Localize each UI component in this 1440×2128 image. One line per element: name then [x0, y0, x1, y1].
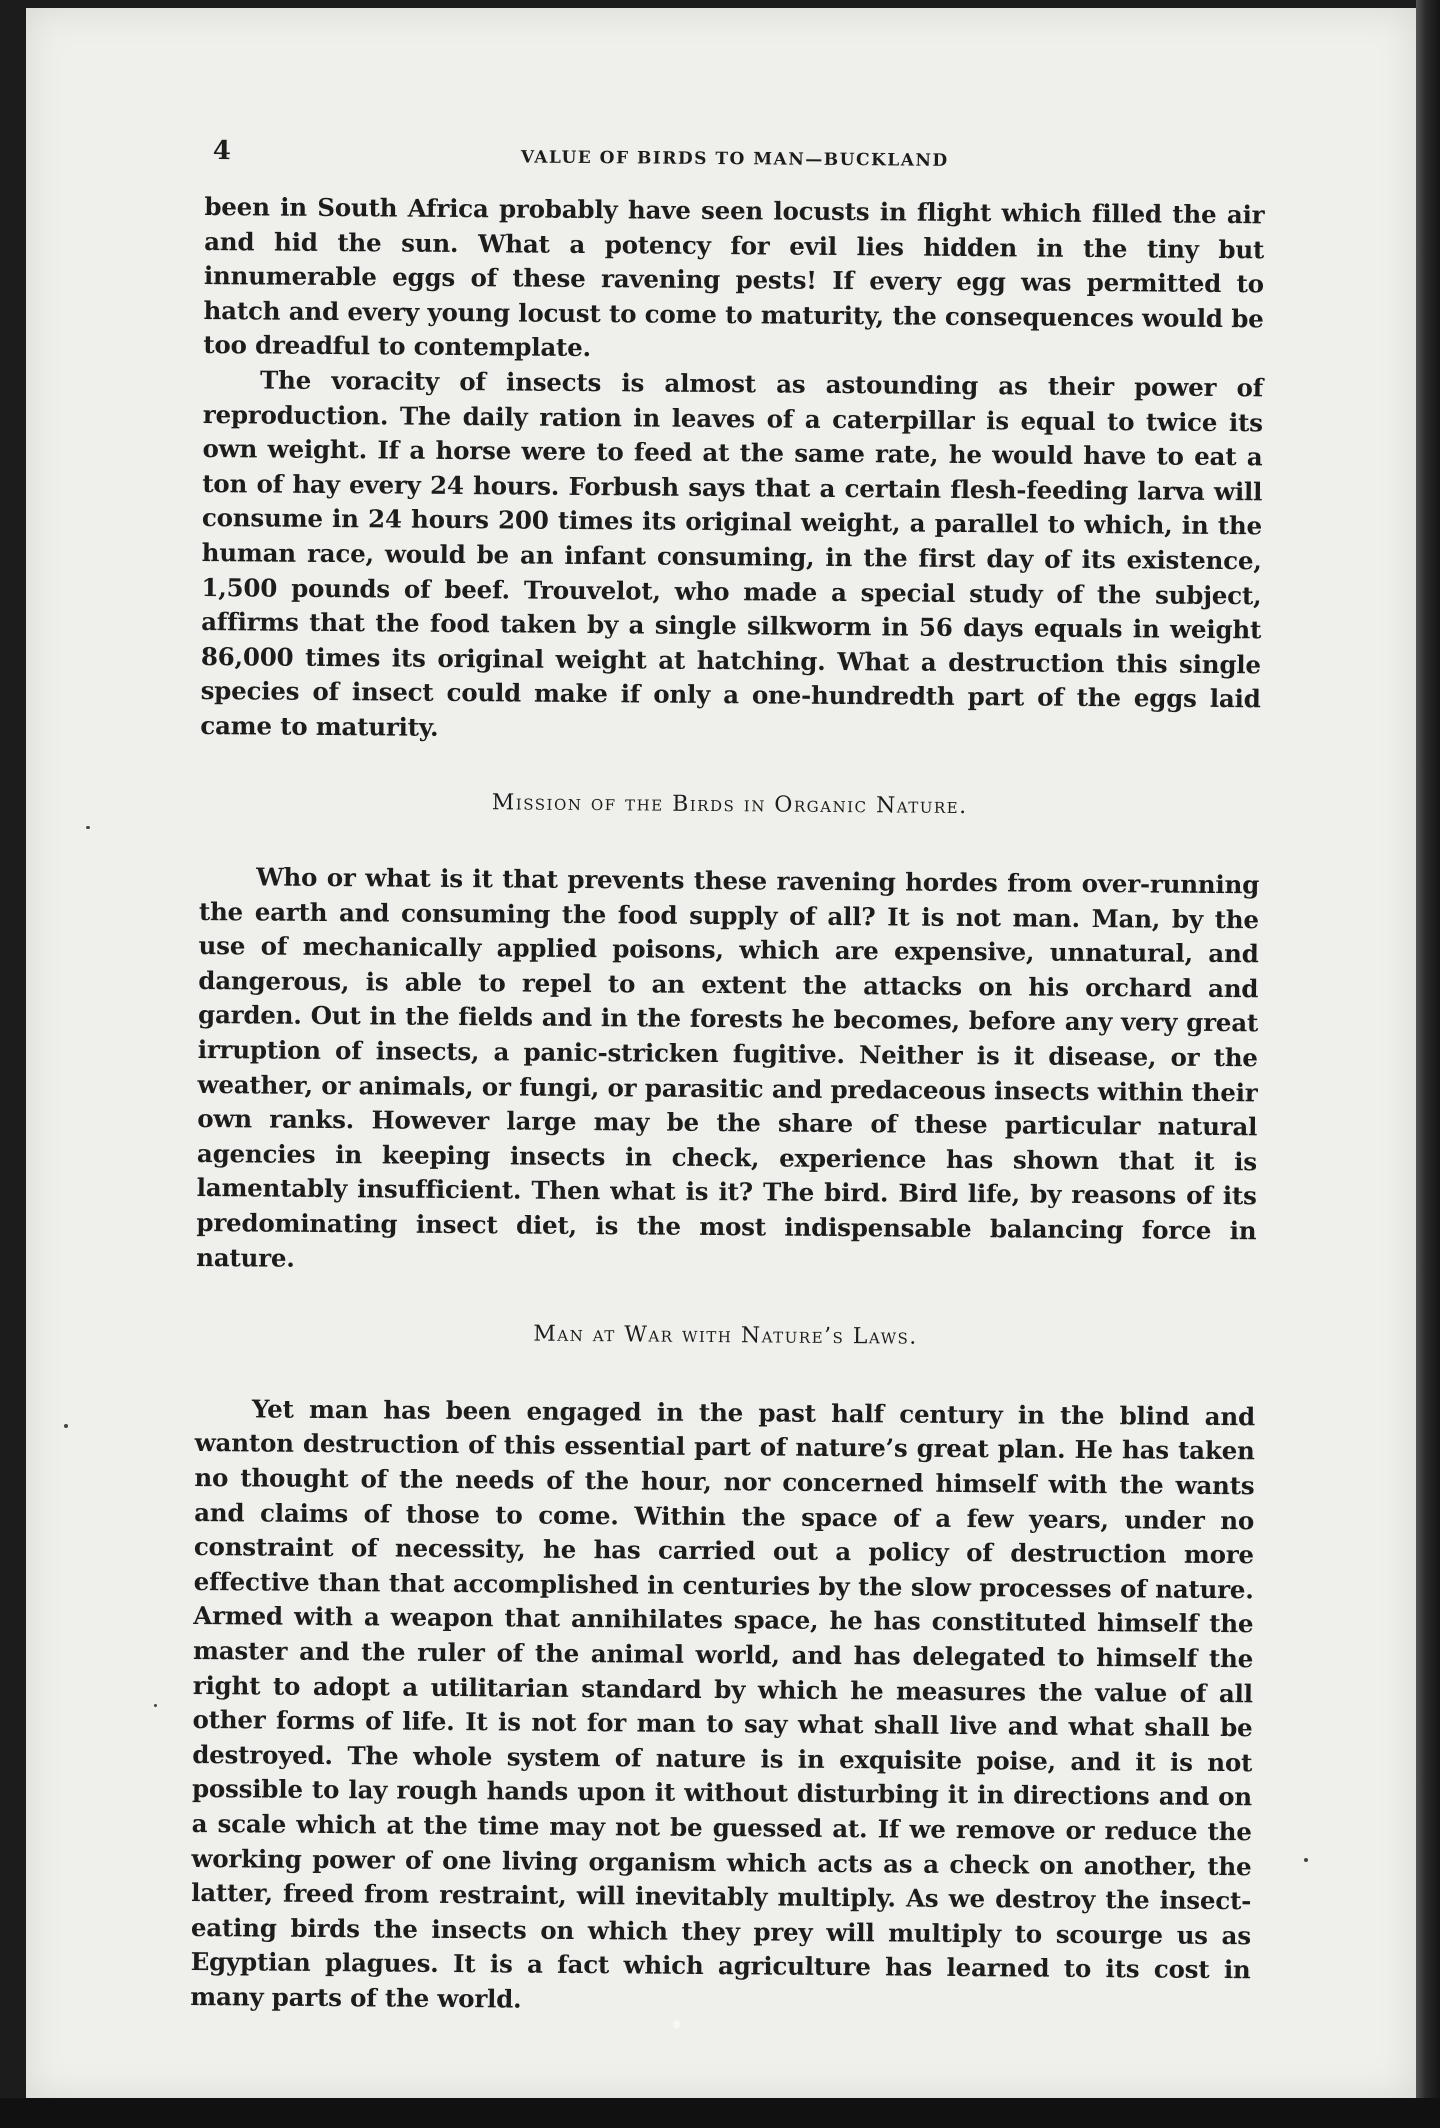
paragraph-mission: Who or what is it that prevents these ravening hordes from over-running the earth and consuming the food supply of all? It is not man. Man, by the use of mechanically applied poisons, which are expensive, unnatural, and dangerous, is able to repel to an extent the attacks on his orchard and garden. Out in the fields and in the forests he becomes, before any very great irruption of insects, a panic-stricken fugitive. Neither is it disease, or the weather, or animals, or fungi, or parasitic and predaceous insects within their own ranks. However large may be the share of these particular natural agencies in keeping insects in check, experience has shown that it is lamentably insufficient. Then what is it? The bird. Bird life, by reasons of its predominating insect diet, is the most indispensable balancing force in nature.: [196, 862, 1260, 1273]
paragraph-voracity: The voracity of insects is almost as astounding as their power of reproduction. The daily ration in leaves of a caterpillar is equal to twice its own weight. If a horse were to feed at the same rate, he would have to eat a ton of hay every 24 hours. Forbush says that a certain flesh-feeding larva will consume in 24 hours 200 times its original weight, a parallel to which, in the human race, would be an infant consuming, in the first day of its existence, 1,500 pounds of beef. Trouvelot, who made a special study of the subject, affirms that the food taken by a single silkworm in 56 days equals in weight 86,000 times its original weight at hatching. What a destruction this single species of insect could make if only a one-hundredth part of the eggs laid came to maturity.: [200, 365, 1264, 742]
page-text: [190, 134, 1265, 2023]
section-heading-mission: Mission of the Birds in Organic Nature.: [491, 789, 968, 819]
book-binding-edge: [1416, 0, 1440, 2128]
paragraph-locusts: been in South Africa probably have seen locusts in flight which filled the air and hid the sun. What a potency for evil lies hidden in the tiny but innumerable eggs of these ravening pests! If every egg was permitted to hatch and every young locust to come to maturity, the consequences would be too dreadful to contemplate.: [203, 191, 1265, 363]
ink-speck: [64, 1424, 68, 1428]
ink-speck: [673, 2020, 680, 2029]
running-title: VALUE OF BIRDS TO MAN—BUCKLAND: [520, 147, 949, 171]
ink-speck: [1304, 1858, 1308, 1862]
ink-speck: [86, 826, 90, 829]
running-head: [205, 134, 1265, 190]
ink-speck: [154, 1704, 157, 1707]
scan-bottom-edge: [0, 2098, 1440, 2128]
section-heading-man-at-war: Man at War with Nature’s Laws.: [533, 1321, 918, 1350]
paragraph-man-at-war: Yet man has been engaged in the past half century in the blind and wanton destruction of this essential part of nature’s great plan. He has taken no thought of the needs of the hour, nor concerned himself with the wants and claims of those to come. Within the space of a few years, under no constraint of necessity, he has carried out a policy of destruction more effective than that accomplished in centuries by the slow processes of nature. Armed with a weapon that annihilates space, he has constituted himself the master and the ruler of the animal world, and has delegated to himself the right to adopt a utilitarian standard by which he measures the value of all other forms of life. It is not for man to say what shall live and what shall be destroyed. The whole system of nature is in exquisite poise, and it is not possible to lay rough hands upon it without disturbing it in directions and on a scale which at the time may not be guessed at. If we remove or reduce the working power of one living organism which acts as a check on another, the latter, freed from restraint, will inevitably multiply. As we destroy the insect-eating birds the insects on which they prey will multiply to scourge us as Egyptian plagues. It is a fact which agriculture has learned to its cost in many parts of the world.: [190, 1394, 1256, 2014]
page-number: 4: [212, 136, 232, 167]
